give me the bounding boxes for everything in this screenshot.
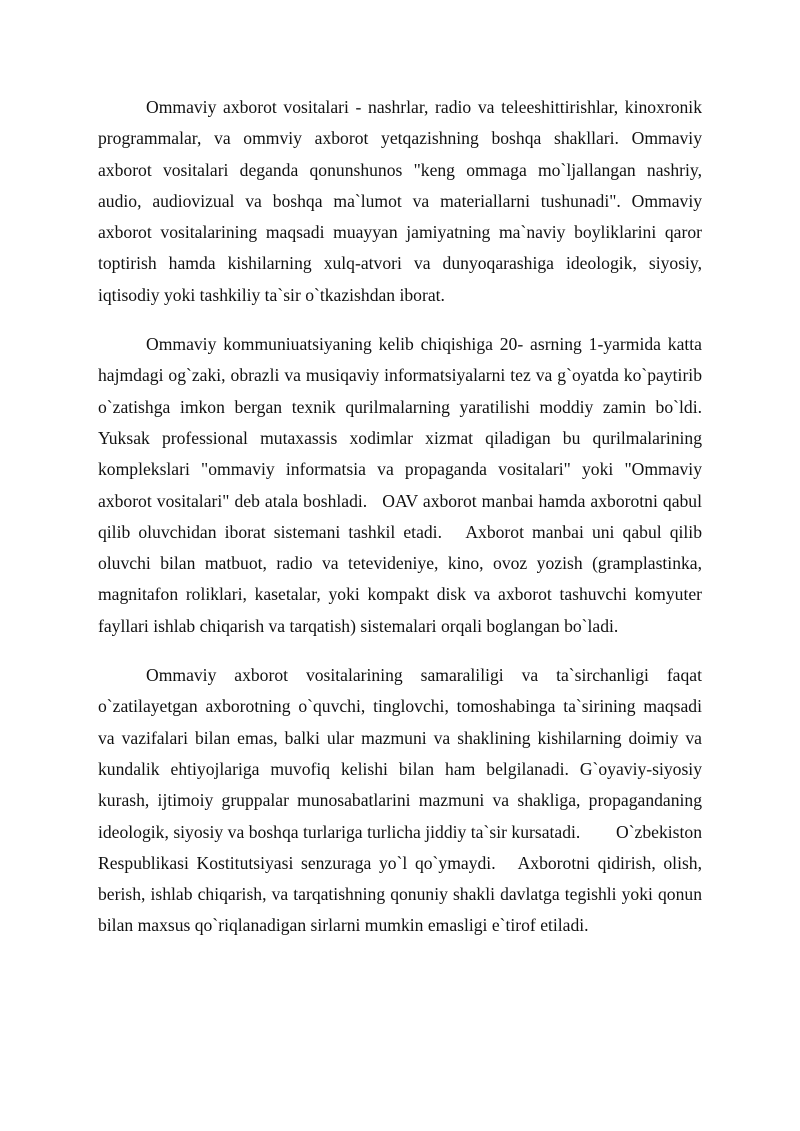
paragraph-3: Ommaviy axborot vositalarining samaraliligi va ta`sirchanligi faqat o`zatilayetgan axborotning o`quvchi, tinglovchi, tomoshabinga ta`sirining maqsadi va vazifalari bilan emas, balki ular mazmuni va shaklining kishilarning doimiy va kundalik ehtiyojlariga muvofiq kelishi bilan ham belgilanadi. G`oyaviy-siyosiy kurash, ijtimoiy gruppalar munosabatlarini mazmuni va shakliga, propagandaning ideologik, siyosiy va boshqa turlariga turlicha jiddiy ta`sir kursatadi. O`zbekiston Respublikasi Kostitutsiyasi senzuraga yo`l qo`ymaydi. Axborotni qidirish, olish, berish, ishlab chiqarish, va tarqatishning qonuniy shakli davlatga tegishli yoki qonun bilan maxsus qo`riqlanadigan sirlarni mumkin emasligi e`tirof etiladi.: [98, 665, 707, 936]
document-page: [98, 92, 716, 960]
paragraph-2: Ommaviy kommuniuatsiyaning kelib chiqishiga 20- asrning 1-yarmida katta hajmdagi og`zaki, obrazli va musiqaviy informatsiyalarni tez va g`oyatda ko`paytirib o`zatishga imkon bergan texnik qurilmalarning yaratilishi moddiy zamin bo`ldi. Yuksak professional mutaxassis xodimlar xizmat qiladigan bu qurilmalarining komplekslari "ommaviy informatsia va propaganda vositalari" yoki "Ommaviy axborot vositalari" deb atala boshladi. OAV axborot manbai hamda axborotni qabul qilib oluvchidan iborat sistemani tashkil etadi. Axborot manbai uni qabul qilib oluvchi bilan matbuot, radio va tetevideniye, kino, ovoz yozish (gramplastinka, magnitafon roliklari, kasetalar, yoki kompakt disk va axborot tashuvchi komyuter fayllari ishlab chiqarish va tarqatish) sistemalari orqali boglangan bo`ladi.: [98, 334, 716, 636]
paragraph-1: Ommaviy axborot vositalari - nashrlar, radio va teleeshittirishlar, kinoxronik programmalar, va ommviy axborot yetqazishning boshqa shakllari. Ommaviy axborot vositalari deganda qonunshunos "keng ommaga mo`ljallangan nashriy, audio, audiovizual va boshqa ma`lumot va materiallarni tushunadi". Ommaviy axborot vositalarining maqsadi muayyan jamiyatning ma`naviy boyliklarini qaror toptirish hamda kishilarning xulq-atvori va dunyoqarashiga ideologik, siyosiy, iqtisodiy yoki tashkiliy ta`sir o`tkazishdan iborat.: [98, 97, 707, 305]
